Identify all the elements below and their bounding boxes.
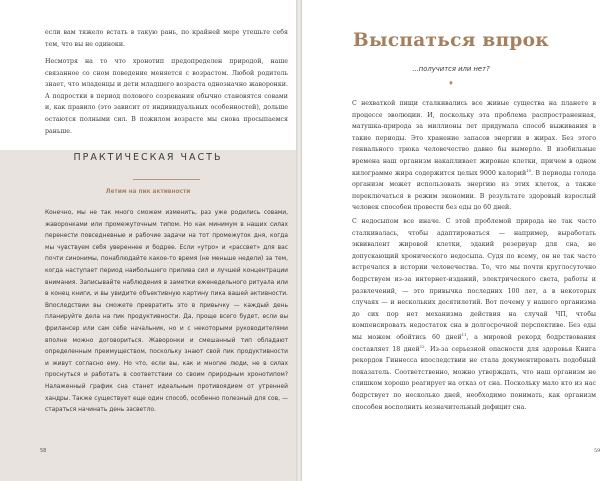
page-number-right: 59 bbox=[594, 448, 600, 454]
section-divider bbox=[133, 179, 200, 180]
practical-section-text: Конечно, мы не так много сможем изменить, раз уже родились совами, жаворонками или промежуточным типом. Но как минимум в наших силах перенести повседневные и рабочие задачи на тот промежуток дня, когда мы чувствуем себя увереннее и бодрее. Если «утро» и «рассвет» для вас почти синонимы, понаблюдайте какое-то время (не меньше недели) за тем, когда наступает период наибольшего прилива сил и лучшей концентрации внимания. Записывайте наблюдения в заметки еженедельного ритуала или в конец книги, и вы увидите объективную картину пика вашей активности. Впоследствии вы сможете превратить это в привычку — каждый день планируйте дела на пик продуктивности. Да, проще всего будет, если вы фрилансер или сам себе начальник, но и с некоторыми руководителями вполне можно договориться. Жаворонки и смешанный тип обладают определенным преимуществом, поскольку знают свой пик продуктивности и живут согласно ему. Но что, если вы, как и многие люди, не в силах проснуться и работать в соответствии со своим природным хронотипом? Налаженный график сна станет идеальным противоядием от утренней хандры. Также существует еще один способ, особенно полезный для сов, — стараться начинать день засветло. bbox=[45, 210, 288, 414]
practical-section-title: ПРАКТИЧЕСКАЯ ЧАСТЬ bbox=[73, 152, 223, 163]
paragraph-text: , а мировой рекорд бодрствования составляет 18 дней bbox=[352, 333, 596, 353]
left-paragraph-2: Несмотря на то что хронотип предопределен природой, наше связанное со сном поведение меняется с возрастом. Любой родитель знает, что младенцы и дети младшего возраста однозначно жаворонки. А подростки в период полового созревания обычно становятся совами и, как правило (это зависит от индивидуальных особенностей), дольше остаются полными сил. В пожилом возрасте мы снова просыпаемся раньше. bbox=[45, 58, 288, 135]
footnote-ref: 12 bbox=[419, 343, 425, 349]
left-paragraph-1: если вам тяжело встать в такую рань, по крайней мере утешьте себя тем, что вы не одиноки. bbox=[45, 29, 288, 48]
right-paragraph-2 bbox=[352, 216, 596, 413]
diamond-ornament-icon: ♦ bbox=[448, 80, 454, 87]
paragraph-text: . Из-за серьезной опасности для здоровья Книга рекордов Гиннесса впоследствии не стала документировать подобный показатель. Соответственно, можно утверждать, что наш организм не слишком хорошо реагирует на отказ от сна. Поскольку мало кто из нас бодрствует по несколько дней, необходимо понимать, как организм способен восполнить незначительный дефицит сна. bbox=[352, 345, 596, 411]
page-number-left: 58 bbox=[40, 448, 47, 454]
paragraph-text: С нехваткой пищи сталкивались все живые существа на планете в процессе эволюции. И, поскольку эта проблема распространенная, матушка-природа за миллионы лет придумала способ выживания в такие периоды. Это хранение запасов энергии в жирах. Без этого гениального трюка человечество давно бы вымерло. В изобильные времена наш организм накапливает жировые клетки, причем в одном килограмме жира содержится целых 9000 калорий bbox=[352, 100, 596, 177]
footnote-ref: 11 bbox=[461, 331, 467, 337]
right-page bbox=[302, 0, 600, 481]
practical-section-subtitle: Летим на пик активности bbox=[105, 189, 191, 195]
left-page bbox=[0, 0, 296, 481]
paragraph-text: . В периоды голода организм может использовать энергию из этих клеток, а также переключаться в режим экономии. В результате здоровый взрослый человек способен провести без еды до 60 дней. bbox=[352, 169, 596, 212]
paragraph-text: С недосыпом все иначе. С этой проблемой природа не так часто сталкивалась, чтобы адаптироваться — например, выработать эквивалент жировой клетки, эдакий резервуар для сна, не допускающий хронического недосыпа. Судя по всему, он не так часто встречался в истории человечества. То, что мы почти круглосуточно бодрствуем из-за интернет-изданий, электрического света, работы и развлечений, — это привычка последних 100 лет, а в некоторых случаях — и нескольких десятилетий. Вот почему у нашего организма до сих пор нет механизма действия на случай ЧП, чтобы компенсировать недостаток сна в долгосрочной перспективе. Без еды мы можем обойтись 60 дней bbox=[352, 218, 596, 341]
chapter-title: Выспаться впрок bbox=[353, 30, 549, 51]
chapter-subtitle: ...получится или нет? bbox=[412, 65, 490, 73]
footnote-ref: 10 bbox=[526, 167, 532, 173]
right-paragraph-1 bbox=[352, 98, 596, 214]
